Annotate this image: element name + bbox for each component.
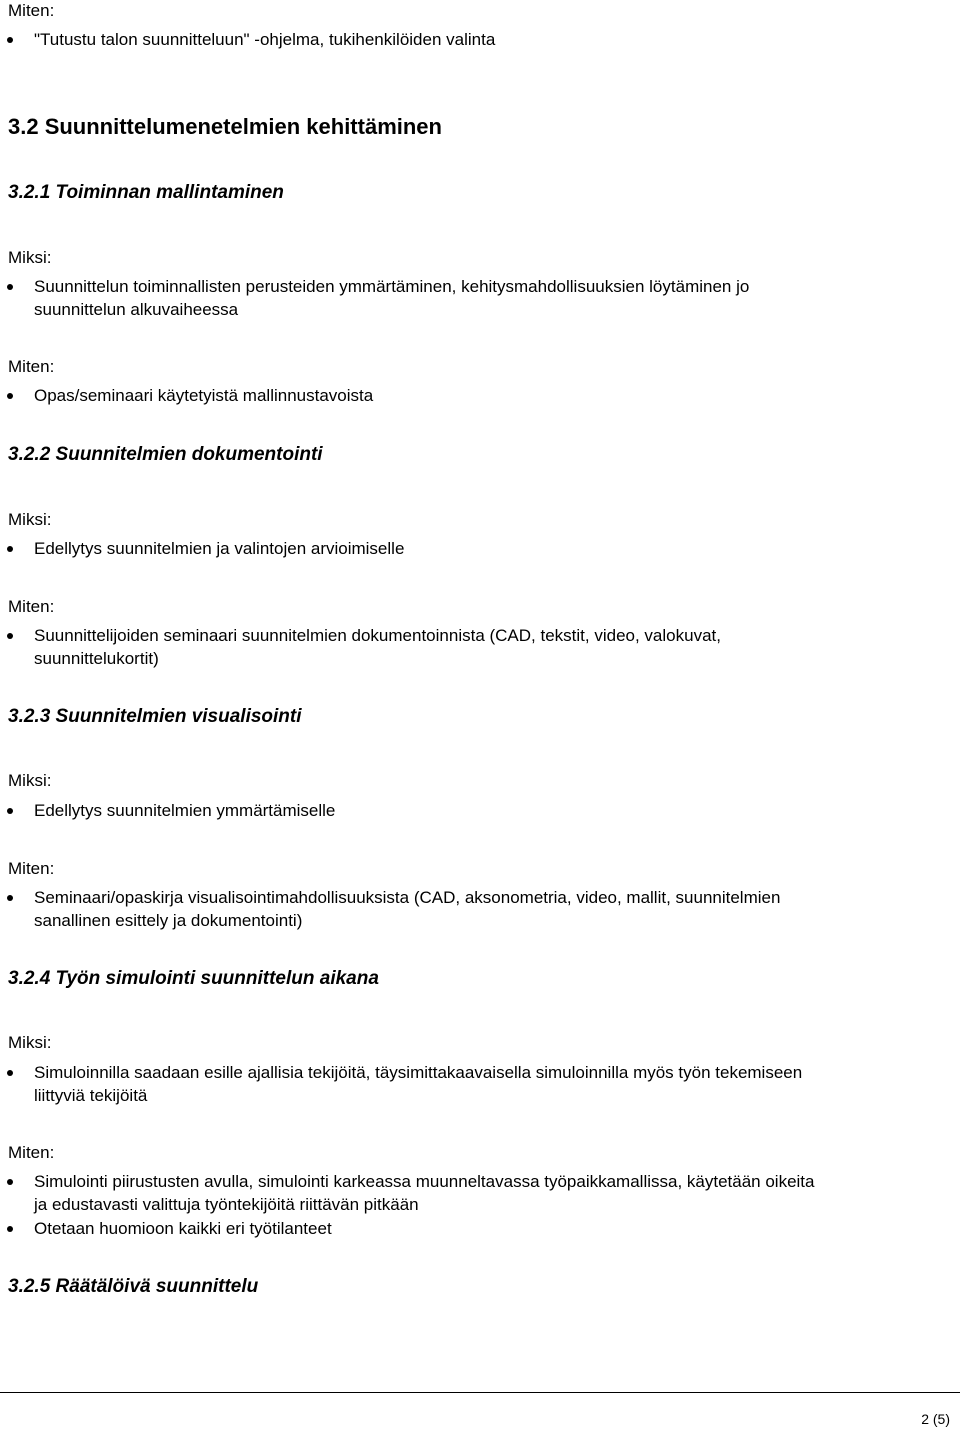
bullet-icon [7,1226,13,1232]
list-item: Seminaari/opaskirja visualisointimahdollisuuksista (CAD, aksonometria, video, mallit, suunnitelmien [34,888,781,907]
list-item: Suunnittelun toiminnallisten perusteiden ymmärtäminen, kehitysmahdollisuuksien löytäminen jo [34,277,750,296]
list-item-continuation: liittyviä tekijöitä [34,1086,148,1105]
bullet-icon [7,546,13,552]
bullet-icon [7,284,13,290]
list-item: Edellytys suunnitelmien ja valintojen arvioimiselle [34,539,405,558]
miksi-label: Miksi: [8,510,52,529]
miten-label: Miten: [8,859,55,878]
miksi-label: Miksi: [8,771,52,790]
bullet-icon [7,633,13,639]
list-item-continuation: sanallinen esittely ja dokumentointi) [34,911,303,930]
section-heading: 3.2 Suunnittelumenetelmien kehittäminen [8,114,442,139]
bullet-icon [7,393,13,399]
list-item: Otetaan huomioon kaikki eri työtilanteet [34,1219,332,1238]
bullet-icon [7,1070,13,1076]
page-number: 2 (5) [921,1411,950,1427]
list-item: Edellytys suunnitelmien ymmärtämiselle [34,801,336,820]
list-item-continuation: suunnittelukortit) [34,649,159,668]
bullet-icon [7,895,13,901]
list-item-continuation: suunnittelun alkuvaiheessa [34,300,239,319]
bullet-icon [7,37,13,43]
list-item: Opas/seminaari käytetyistä mallinnustavoista [34,386,374,405]
bullet-icon [7,1179,13,1185]
list-item: "Tutustu talon suunnitteluun" -ohjelma, tukihenkilöiden valinta [34,30,496,49]
subsection-heading: 3.2.2 Suunnitelmien dokumentointi [8,444,323,465]
subsection-heading: 3.2.4 Työn simulointi suunnittelun aikana [8,968,379,989]
footer-divider [0,1392,960,1393]
list-item: Simuloinnilla saadaan esille ajallisia tekijöitä, täysimittakaavaisella simuloinnilla myös työn tekemiseen [34,1063,803,1082]
subsection-heading: 3.2.3 Suunnitelmien visualisointi [8,706,302,727]
subsection-heading: 3.2.1 Toiminnan mallintaminen [8,182,284,203]
list-item-continuation: ja edustavasti valittuja työntekijöitä riittävän pitkään [34,1195,419,1214]
miten-label: Miten: [8,357,55,376]
subsection-heading: 3.2.5 Räätälöivä suunnittelu [8,1276,259,1297]
miten-label: Miten: [8,1,55,20]
list-item: Suunnittelijoiden seminaari suunnitelmien dokumentoinnista (CAD, tekstit, video, valokuvat, [34,626,721,645]
miten-label: Miten: [8,597,55,616]
miksi-label: Miksi: [8,248,52,267]
bullet-icon [7,808,13,814]
miksi-label: Miksi: [8,1033,52,1052]
miten-label: Miten: [8,1143,55,1162]
list-item: Simulointi piirustusten avulla, simulointi karkeassa muunneltavassa työpaikkamallissa, käytetään oikeita [34,1172,815,1191]
